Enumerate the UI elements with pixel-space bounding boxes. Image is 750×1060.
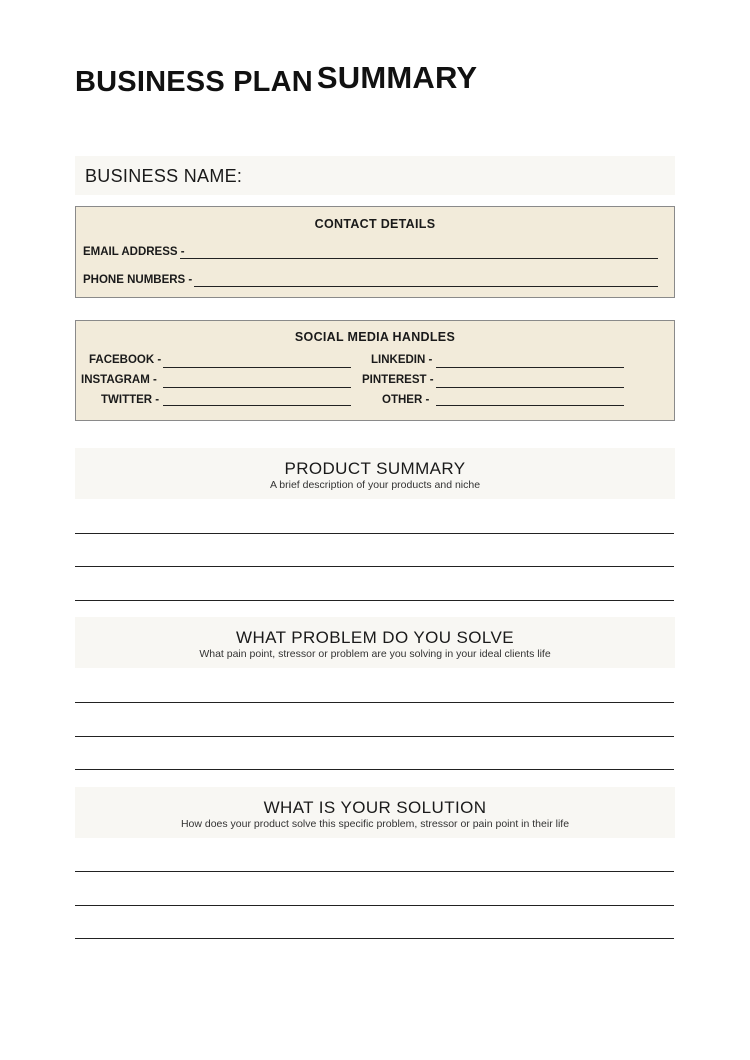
social-media-panel: [75, 320, 675, 421]
solution-line-1[interactable]: [75, 871, 674, 872]
contact-details-panel: [75, 206, 675, 298]
instagram-field[interactable]: [163, 387, 351, 388]
product-summary-heading: PRODUCT SUMMARY: [284, 459, 466, 478]
title-part-summary: SUMMARY: [316, 60, 478, 95]
contact-details-heading: CONTACT DETAILS: [314, 217, 436, 231]
email-address-field[interactable]: [180, 258, 658, 259]
product-summary-line-1[interactable]: [75, 533, 674, 534]
phone-numbers-field[interactable]: [194, 286, 658, 287]
problem-header: [75, 617, 675, 668]
solution-header: [75, 787, 675, 838]
other-field[interactable]: [436, 405, 624, 406]
solution-heading: WHAT IS YOUR SOLUTION: [263, 798, 487, 817]
twitter-field[interactable]: [163, 405, 351, 406]
phone-numbers-label: PHONE NUMBERS -: [83, 274, 193, 286]
product-summary-line-3[interactable]: [75, 600, 674, 601]
social-media-heading: SOCIAL MEDIA HANDLES: [294, 330, 456, 344]
product-summary-line-2[interactable]: [75, 566, 674, 567]
other-label: OTHER -: [382, 394, 430, 406]
linkedin-field[interactable]: [436, 367, 624, 368]
facebook-label: FACEBOOK -: [89, 354, 162, 366]
solution-line-2[interactable]: [75, 905, 674, 906]
linkedin-label: LINKEDIN -: [371, 354, 433, 366]
email-address-label: EMAIL ADDRESS -: [83, 246, 185, 258]
problem-line-3[interactable]: [75, 769, 674, 770]
product-summary-subheading: A brief description of your products and niche: [269, 479, 481, 491]
business-name-field[interactable]: [75, 156, 675, 195]
problem-line-1[interactable]: [75, 702, 674, 703]
solution-line-3[interactable]: [75, 938, 674, 939]
solution-subheading: How does your product solve this specific problem, stressor or pain point in their life: [180, 818, 570, 830]
facebook-field[interactable]: [163, 367, 351, 368]
instagram-label: INSTAGRAM -: [81, 374, 157, 386]
product-summary-header: [75, 448, 675, 499]
twitter-label: TWITTER -: [101, 394, 160, 406]
problem-subheading: What pain point, stressor or problem are you solving in your ideal clients life: [199, 648, 551, 660]
problem-line-2[interactable]: [75, 736, 674, 737]
title-part-business-plan: BUSINESS PLAN: [75, 66, 313, 98]
problem-heading: WHAT PROBLEM DO YOU SOLVE: [236, 628, 514, 647]
pinterest-label: PINTEREST -: [362, 374, 434, 386]
pinterest-field[interactable]: [436, 387, 624, 388]
business-name-label: BUSINESS NAME:: [85, 166, 243, 186]
page-title: [75, 62, 477, 99]
